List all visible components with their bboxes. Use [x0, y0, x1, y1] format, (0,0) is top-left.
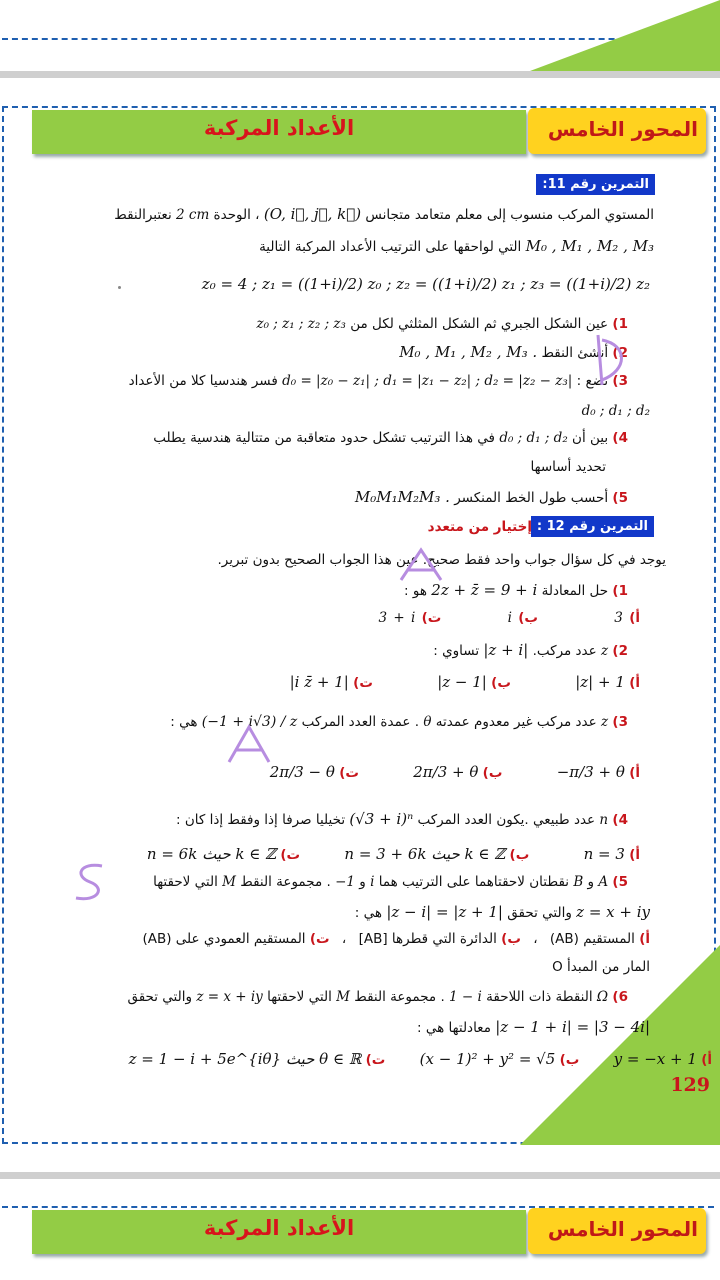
- ex11-intro-line1: [114, 205, 654, 223]
- option-label-c: ت): [365, 1052, 386, 1068]
- text: هي :: [354, 905, 383, 921]
- ex12-title: إختيار من متعدد: [427, 519, 532, 535]
- axis-label-box: [528, 108, 706, 154]
- q-math: |z + i|: [483, 641, 529, 659]
- text: التي لاحقتها: [267, 989, 332, 1005]
- chapter-title-next: الأعداد المركبة: [203, 1216, 355, 1240]
- option-c: المستقيم العمودي على (AB): [142, 931, 306, 947]
- option-label-a: أ): [639, 931, 650, 947]
- dot-mark: [118, 286, 121, 289]
- q-math: (√3 + i)ⁿ: [349, 810, 414, 828]
- option-c: n = 6k حيث k ∈ ℤ: [146, 845, 277, 863]
- option-label-a: أ): [629, 847, 640, 863]
- option-label-b: ب): [559, 1052, 580, 1068]
- option-label-a: أ): [629, 610, 640, 626]
- q-math: 1 − i: [449, 989, 482, 1005]
- q-math: z = x + iy: [196, 989, 263, 1005]
- option-label-a: أ): [629, 675, 640, 691]
- option-label-c: ت): [309, 931, 330, 947]
- question-number: 5): [612, 874, 628, 890]
- text: نقطتان لاحقتاهما على الترتيب هما: [378, 874, 570, 890]
- option-label-b: ب): [509, 847, 530, 863]
- text: و: [587, 874, 595, 890]
- question-number: 3): [612, 714, 628, 730]
- ex12-q6-cont: [417, 1018, 650, 1036]
- question-number: 2): [612, 345, 628, 361]
- page-number: 129: [670, 1074, 710, 1096]
- q-math: d₀ ; d₁ ; d₂: [581, 403, 650, 419]
- option-label-b: ب): [518, 610, 538, 626]
- corner-triangle-decoration: [530, 0, 720, 71]
- text: عدد مركب.: [532, 643, 597, 659]
- option-b: 2π/3 + θ: [413, 763, 479, 781]
- q-math: M₀M₁M₂M₃ .: [354, 488, 450, 506]
- ex11-q5: [355, 488, 628, 506]
- ex12-q6-options: [129, 1050, 712, 1068]
- text: هي :: [170, 714, 198, 730]
- ex11-equation: [202, 275, 650, 293]
- text: هو :: [404, 583, 427, 599]
- text: نضع :: [576, 373, 609, 389]
- exercise-12-badge: التمرين رقم 12 :: [531, 516, 654, 537]
- option-c: |i z̄ + 1|: [289, 673, 349, 691]
- text: بين أن: [572, 430, 609, 446]
- question-number: 4): [612, 812, 628, 828]
- q-math: |z − 1 + i| = |3 − 4i|: [495, 1018, 650, 1036]
- option-a: 3: [614, 610, 623, 626]
- next-chapter-header: [32, 1210, 706, 1254]
- option-label-a: أ): [629, 765, 640, 781]
- ex12-q2-options: [290, 673, 640, 691]
- sequence-equation: z₀ = 4 ; z₁ = ((1+i)/2) z₀ ; z₂ = ((1+i)/2) z₁ ; z₃ = ((1+i)/2) z₂: [201, 275, 650, 293]
- watermark-mark-1: [588, 330, 628, 390]
- text: يوجد في كل سؤال جواب واحد فقط صحيح. عين هذا الجواب الصحيح بدون تبرير.: [217, 552, 666, 568]
- option-label-c: ت): [280, 847, 301, 863]
- option-a: y = −x + 1: [613, 1050, 697, 1068]
- text: والتي تحقق: [507, 905, 572, 921]
- option-c: 2π/3 − θ: [269, 763, 335, 781]
- ex11-q4: [153, 430, 628, 446]
- text: التي لواحقها على الترتيب الأعداد المركبة التالية: [259, 239, 522, 255]
- q-math: |z − i| = |z + 1|: [386, 903, 503, 921]
- unit-math: 2 cm: [176, 207, 210, 223]
- text: حل المعادلة: [541, 583, 609, 599]
- text: التي لاحقتها: [153, 874, 218, 890]
- option-label-b: ب): [501, 931, 521, 947]
- bottom-corner-triangle-decoration: [520, 945, 720, 1145]
- header-title-band: [32, 110, 526, 154]
- option-c: z = 1 − i + 5e^{iθ} حيث θ ∈ ℝ: [128, 1050, 362, 1068]
- points-math: M₀ , M₁ , M₂ , M₃: [525, 237, 654, 255]
- option-label-a: أ): [701, 1052, 712, 1068]
- option-label-c: ت): [339, 765, 359, 781]
- ex11-q1: [256, 316, 628, 332]
- option-c: 3 + i: [378, 610, 416, 626]
- question-number: 4): [612, 430, 628, 446]
- q-fraction: (−1 + i√3) / z: [201, 714, 298, 730]
- ex12-q5: 5) A و B نقطتان لاحقتاهما على الترتيب هما i و −1 . مجموعة النقط M التي لاحقتها: [153, 874, 628, 890]
- text: . عمدة العدد المركب: [301, 714, 420, 730]
- page-separator: [0, 71, 720, 78]
- ex12-q3: 3) z عدد مركب غير معدوم عمدته θ . عمدة العدد المركب (−1 + i√3) / z هي :: [170, 714, 628, 730]
- ex12-q1-options: [378, 610, 640, 626]
- text: النقطة ذات اللاحقة: [486, 989, 593, 1005]
- ex12-q4: 4) n عدد طبيعي .يكون العدد المركب (√3 + i)ⁿ تخيليا صرفا إذا وفقط إذا كان :: [176, 810, 628, 828]
- text: تخيليا صرفا إذا وفقط إذا كان :: [176, 812, 346, 828]
- text: تحديد أساسها: [530, 459, 606, 475]
- ex12-q4-options: [147, 845, 640, 863]
- question-number: 3): [612, 373, 628, 389]
- frame-math: (O, i⃗, j⃗, k⃗): [263, 205, 362, 223]
- page-separator-bottom: [0, 1172, 720, 1179]
- option-b: n = 3 + 6k حيث k ∈ ℤ: [344, 845, 506, 863]
- text: عدد مركب غير معدوم عمدته: [435, 714, 597, 730]
- axis-label-box-next: [528, 1208, 706, 1254]
- watermark-mark-3: [224, 722, 274, 767]
- question-number: 2): [612, 643, 628, 659]
- question-number: 1): [612, 316, 628, 332]
- axis-label: المحور الخامس: [547, 117, 698, 141]
- chapter-title: الأعداد المركبة: [203, 116, 355, 140]
- option-c-cont: المار من المبدأ O: [552, 959, 650, 975]
- text: نعتبرالنقط: [114, 207, 172, 223]
- ex12-q2: 2) z عدد مركب. |z + i| تساوي :: [433, 641, 628, 659]
- option-b: |z − 1|: [437, 673, 487, 691]
- text: معادلتها هي :: [417, 1020, 491, 1036]
- chapter-header: [32, 110, 706, 154]
- text: عدد طبيعي .يكون العدد المركب: [417, 812, 596, 828]
- text: فسر هندسيا كلا من الأعداد: [128, 373, 278, 389]
- text: . مجموعة النقط: [354, 989, 445, 1005]
- option-a: −π/3 + θ: [556, 763, 625, 781]
- ex12-q6: 6) Ω النقطة ذات اللاحقة 1 − i . مجموعة النقط M التي لاحقتها z = x + iy والتي تحقق: [127, 989, 628, 1005]
- text: . مجموعة النقط: [240, 874, 331, 890]
- text: أنشئ النقط: [541, 345, 609, 361]
- text: عين الشكل الجبري ثم الشكل المثلثي لكل من: [350, 316, 609, 332]
- q-math: d₀ = |z₀ − z₁| ; d₁ = |z₁ − z₂| ; d₂ = |z₂ − z₃|: [282, 373, 573, 389]
- question-number: 6): [612, 989, 628, 1005]
- option-label-c: ت): [353, 675, 373, 691]
- q-math: M₀ , M₁ , M₂ , M₃ .: [399, 343, 538, 361]
- option-label-c: ت): [421, 610, 442, 626]
- q-math: 2z + z̄ = 9 + i: [431, 581, 538, 599]
- option-b: i: [507, 610, 512, 626]
- text: تساوي :: [433, 643, 480, 659]
- option-label-b: ب): [482, 765, 503, 781]
- question-number: 1): [612, 583, 628, 599]
- exercise-11-badge: التمرين رقم 11:: [536, 174, 655, 195]
- question-number: 5): [612, 490, 628, 506]
- option-a: المستقيم (AB): [549, 931, 635, 947]
- q-math: z₀ ; z₁ ; z₂ ; z₃: [256, 316, 346, 332]
- ex11-q3: [129, 373, 628, 389]
- ex12-q5-cont: [355, 903, 650, 921]
- text: ، الوحدة: [213, 207, 260, 223]
- ex12-q5-options-cont: [552, 959, 650, 975]
- axis-label-next: المحور الخامس: [547, 1217, 698, 1241]
- ex12-q3-options: [270, 763, 640, 781]
- text: أحسب طول الخط المنكسر: [454, 490, 609, 506]
- q-math: z = x + iy: [576, 903, 650, 921]
- text: والتي تحقق: [127, 989, 193, 1005]
- ex11-q3-cont: [582, 403, 650, 419]
- ex12-q5-options: أ) المستقيم (AB) ، ب) الدائرة التي قطرها [AB] ، ت) المستقيم العمودي على (AB): [142, 931, 650, 947]
- header-title-band-next: [32, 1210, 526, 1254]
- option-a: |z| + 1: [575, 673, 625, 691]
- option-a: n = 3: [583, 845, 625, 863]
- text: و: [359, 874, 366, 890]
- text: المستوي المركب منسوب إلى معلم متعامد متجانس: [365, 207, 654, 223]
- text: في هذا الترتيب تشكل حدود متعاقبة من متتالية هندسية يطلب: [153, 430, 496, 446]
- watermark-mark-2: [396, 545, 446, 585]
- watermark-mark-4: [70, 860, 110, 904]
- option-b: (x − 1)² + y² = √5: [419, 1050, 556, 1068]
- option-label-b: ب): [491, 675, 511, 691]
- option-b: الدائرة التي قطرها [AB]: [358, 931, 497, 947]
- q-math: d₀ ; d₁ ; d₂: [499, 430, 568, 446]
- ex11-q4-cont: [530, 459, 606, 475]
- ex11-intro-line2: [259, 237, 654, 255]
